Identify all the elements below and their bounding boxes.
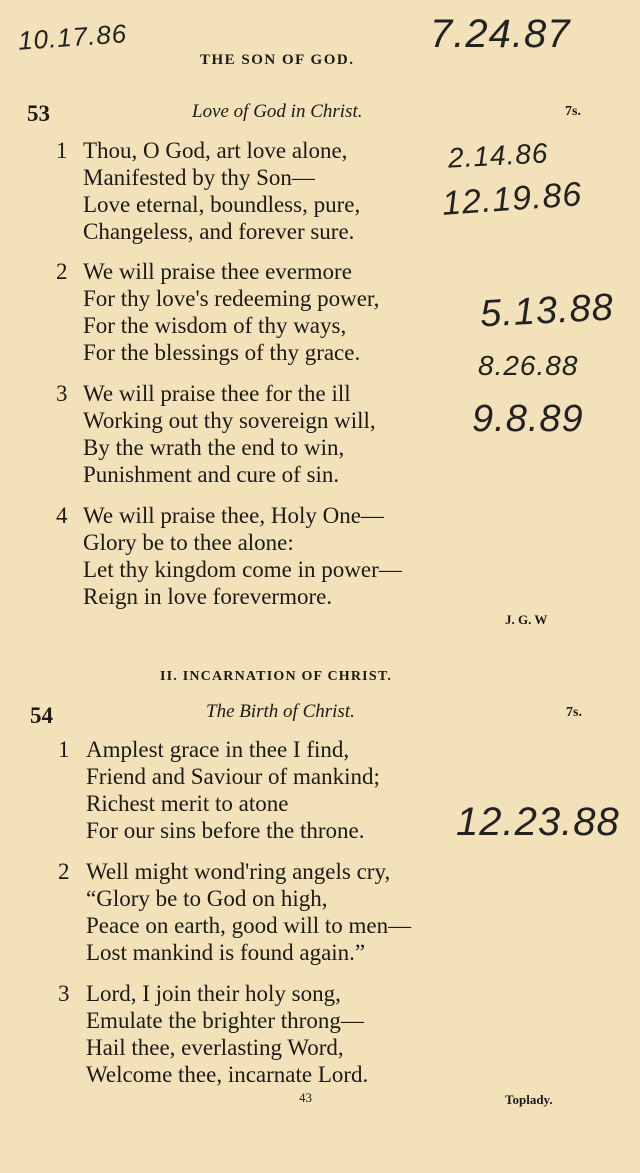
verse-line: We will praise thee for the ill — [83, 381, 351, 406]
handwritten-date-top-right: 7.24.87 — [430, 12, 571, 56]
verse-line: For the blessings of thy grace. — [83, 340, 361, 365]
verse-line: For the wisdom of thy ways, — [83, 313, 347, 338]
verse-line: We will praise thee evermore — [83, 259, 352, 284]
handwritten-date: 12.23.88 — [456, 800, 620, 844]
verse-line: By the wrath the end to win, — [83, 435, 345, 460]
verse-line: Peace on earth, good will to men— — [86, 913, 412, 938]
verse-number: 3 — [58, 981, 70, 1006]
hymn-author: Toplady. — [505, 1092, 553, 1107]
handwritten-date: 2.14.86 — [447, 137, 550, 174]
verse-line: Lost mankind is found again.” — [86, 940, 366, 965]
verse-line: Manifested by thy Son— — [83, 165, 315, 190]
hymn-title: The Birth of Christ. — [206, 701, 355, 722]
handwritten-date: 8.26.88 — [478, 350, 579, 381]
hymn-number: 53 — [27, 101, 50, 126]
verse-number: 1 — [56, 138, 68, 163]
verse-line: Punishment and cure of sin. — [83, 462, 340, 487]
verse-line: Welcome thee, incarnate Lord. — [86, 1062, 369, 1087]
verse-line: Well might wond'ring angels cry, — [86, 859, 391, 884]
hymn-meter: 7s. — [565, 104, 581, 119]
verse-line: Richest merit to atone — [86, 791, 289, 816]
verse-line: Thou, O God, art love alone, — [83, 138, 348, 163]
verse-line: Working out thy sovereign will, — [83, 408, 376, 433]
running-title: THE SON OF GOD. — [200, 52, 355, 68]
verse-line: For our sins before the throne. — [86, 818, 365, 843]
hymn-number: 54 — [30, 703, 53, 728]
verse-line: Love eternal, boundless, pure, — [83, 192, 361, 217]
handwritten-date: 5.13.88 — [478, 286, 615, 336]
verse-number: 2 — [58, 859, 70, 884]
verse-number: 4 — [56, 503, 68, 528]
handwritten-date: 9.8.89 — [472, 398, 584, 440]
verse-number: 1 — [58, 737, 70, 762]
verse-number: 2 — [56, 259, 68, 284]
hymn-meter: 7s. — [566, 705, 582, 720]
verse-line: Lord, I join their holy song, — [86, 981, 341, 1006]
verse-line: For thy love's redeeming power, — [83, 286, 380, 311]
verse-line: Reign in love forevermore. — [83, 584, 333, 609]
verse-line: Friend and Saviour of mankind; — [86, 764, 380, 789]
verse-line: Amplest grace in thee I find, — [86, 737, 350, 762]
verse-line: “Glory be to God on high, — [86, 886, 328, 911]
verse-line: We will praise thee, Holy One— — [83, 503, 384, 528]
verse-line: Emulate the brighter throng— — [86, 1008, 364, 1033]
handwritten-date-top-left: 10.17.86 — [17, 18, 129, 56]
verse-line: Changeless, and forever sure. — [83, 219, 355, 244]
verse-number: 3 — [56, 381, 68, 406]
verse-line: Let thy kingdom come in power— — [83, 557, 402, 582]
section-heading: II. INCARNATION OF CHRIST. — [160, 669, 393, 684]
page-number: 43 — [299, 1090, 312, 1105]
verse-line: Hail thee, everlasting Word, — [86, 1035, 344, 1060]
hymn-title: Love of God in Christ. — [192, 101, 363, 122]
verse-line: Glory be to thee alone: — [83, 530, 294, 555]
hymn-author: J. G. W — [505, 612, 548, 627]
handwritten-date: 12.19.86 — [440, 175, 584, 223]
